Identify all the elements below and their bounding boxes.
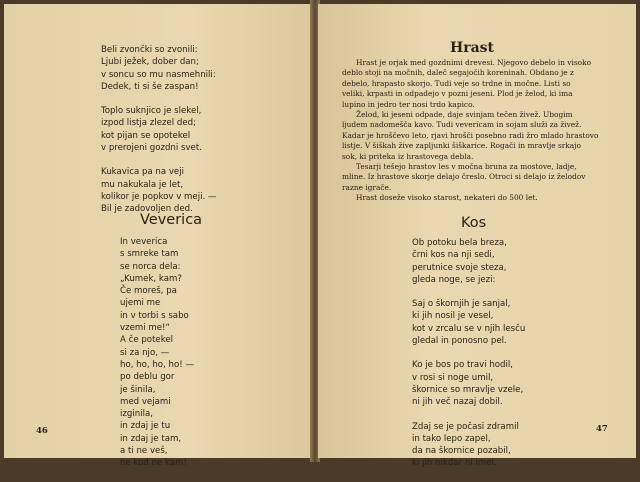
- hrast-text-line: sok, ki priteka iz hrastovega debla.: [342, 151, 474, 161]
- veverica-line: med vejami: [120, 396, 171, 407]
- veverica-line: in zdaj je tu: [120, 421, 171, 432]
- kos-line: perutnice svoje steza,: [412, 262, 507, 273]
- page-number-right: 47: [596, 424, 608, 434]
- hrast-text-line: lupino in jedro ter nosi trdo kapico.: [342, 99, 475, 109]
- hedgehog-line: Dedek, ti si še zaspan!: [101, 81, 199, 92]
- hedgehog-line: v soncu so mu nasmehnili:: [101, 69, 216, 80]
- hrast-text-line: razne igrače.: [342, 182, 392, 192]
- veverica-line: ho, ho, ho, ho! —: [120, 359, 194, 370]
- veverica-line: Če moreš, pa: [120, 286, 177, 297]
- kos-line: kot v zrcalu se v njih lesču: [412, 323, 526, 334]
- veverica-line: a ti ne veš,: [120, 446, 168, 457]
- veverica-line: si za njo, —: [120, 347, 170, 358]
- hedgehog-line: Bil je zadovoljen ded.: [101, 204, 193, 215]
- kos-line: gleda noge, se jezi:: [412, 274, 496, 285]
- hedgehog-line: Toplo suknjico je slekel,: [101, 106, 202, 117]
- veverica-line: In veverica: [120, 237, 168, 247]
- page-number-left: 46: [36, 426, 48, 436]
- hedgehog-stanza: [101, 105, 217, 154]
- kos-line: Ko je bos po travi hodil,: [412, 360, 514, 371]
- veverica-line: vzemi me!“: [120, 323, 170, 334]
- hedgehog-line: Beli zvončki so zvonili:: [101, 45, 198, 55]
- hrast-text-line: Tesarji tešejo hrastov les v močna bruna za mostove, ladje,: [356, 161, 577, 171]
- kos-stanza: [412, 359, 525, 408]
- veverica-line: A če potekel: [120, 335, 174, 346]
- veverica-line: s smreke tam: [120, 249, 179, 260]
- veverica-line: izginila,: [120, 409, 153, 420]
- kos-line: Zdaj se je počasi zdramil: [412, 421, 519, 432]
- hrast-text-line: deblo stoji na močnih, daleč segajočih koreninah. Obdano je z: [342, 68, 574, 78]
- hedgehog-line: mu nakukala je let,: [101, 179, 184, 190]
- kos-line: v rosi si noge umil,: [412, 372, 494, 383]
- hrast-title: Hrast: [450, 40, 495, 56]
- hedgehog-line: Ljubi ježek, dober dan;: [101, 57, 199, 68]
- kos-stanza: [412, 298, 525, 347]
- hrast-text-line: Želod, ki jeseni odpade, daje svinjam tečen živež. Ubogim: [356, 109, 573, 119]
- hrast-text-line: Hrast je orjak med gozdnimi drevesi. Njegovo debelo in visoko: [356, 58, 592, 67]
- kos-title: Kos: [461, 215, 487, 231]
- hrast-text-line: mline. Iz hrastove skorje delajo čreslo. Otroci si delajo iz želodov: [342, 172, 586, 182]
- kos-stanza: [412, 421, 525, 470]
- right-page: [318, 4, 636, 469]
- hedgehog-poem: [101, 44, 217, 228]
- kos-line: črni kos na nji sedi,: [412, 250, 495, 261]
- veverica-line: se norca dela:: [120, 261, 181, 272]
- veverica-line: in zdaj je tam,: [120, 433, 182, 444]
- hrast-text-line: debelo, hrapasto skorjo. Tudi veje so trdne in močne. Listi so: [342, 78, 571, 88]
- left-page: [4, 4, 312, 469]
- hrast-text-line: Kadar je hroščevo leto, rjavi hrošči posebno radi žro mlado hrastovo: [342, 130, 599, 140]
- hedgehog-stanza: [101, 166, 217, 215]
- kos-line: in tako lepo zapel,: [412, 433, 491, 444]
- hrast-text-line: Hrast doseže visoko starost, nekateri do 500 let.: [356, 193, 538, 203]
- veverica-line: je šinila,: [120, 384, 156, 395]
- hrast-text-line: listje. V šiškah žive zapljunki šiškarice. Rogači in mravlje srkajo: [342, 141, 581, 151]
- veverica-line: ujemi me: [120, 298, 161, 309]
- hrast-text-line: veliki, krpasti in odpadejo v pozni jeseni. Plod je želod, ki ima: [342, 89, 573, 99]
- kos-line: da na škornice pozabil,: [412, 446, 511, 457]
- veverica-line: „Kumek, kam?: [120, 273, 182, 284]
- veverica-line: in v torbi s sabo: [120, 310, 189, 321]
- kos-line: Saj o škornjih je sanjal,: [412, 299, 511, 310]
- kos-line: ki jih nikdar ni imel.: [412, 458, 497, 469]
- kos-stanza: [412, 237, 525, 286]
- hedgehog-line: kolikor je popkov v meji. —: [101, 191, 217, 202]
- hedgehog-stanza: [101, 44, 217, 93]
- kos-line: škornice so mravlje vzele,: [412, 384, 524, 395]
- veverica-line: ne kod ne kam!: [120, 458, 187, 469]
- hedgehog-line: izpod listja zlezel ded;: [101, 118, 197, 129]
- kos-line: ki jih nosil je vesel,: [412, 311, 494, 322]
- kos-line: Ob potoku bela breza,: [412, 238, 507, 248]
- kos-poem: [412, 237, 525, 482]
- veverica-line: po deblu gor: [120, 372, 175, 383]
- hrast-text: [342, 58, 612, 203]
- hedgehog-line: Kukavica pa na veji: [101, 167, 184, 178]
- hedgehog-line: kot pijan se opotekel: [101, 130, 191, 141]
- kos-line: gledal in ponosno pel.: [412, 336, 507, 347]
- veverica-poem: [120, 236, 194, 470]
- hrast-text-line: ljudem nadomešča kavo. Tudi veverícam in sojam služi za živež.: [342, 120, 582, 130]
- veverica-title: Veverica: [140, 212, 203, 228]
- kos-line: ni jih več nazaj dobil.: [412, 397, 503, 408]
- hedgehog-line: v prerojeni gozdni svet.: [101, 143, 202, 154]
